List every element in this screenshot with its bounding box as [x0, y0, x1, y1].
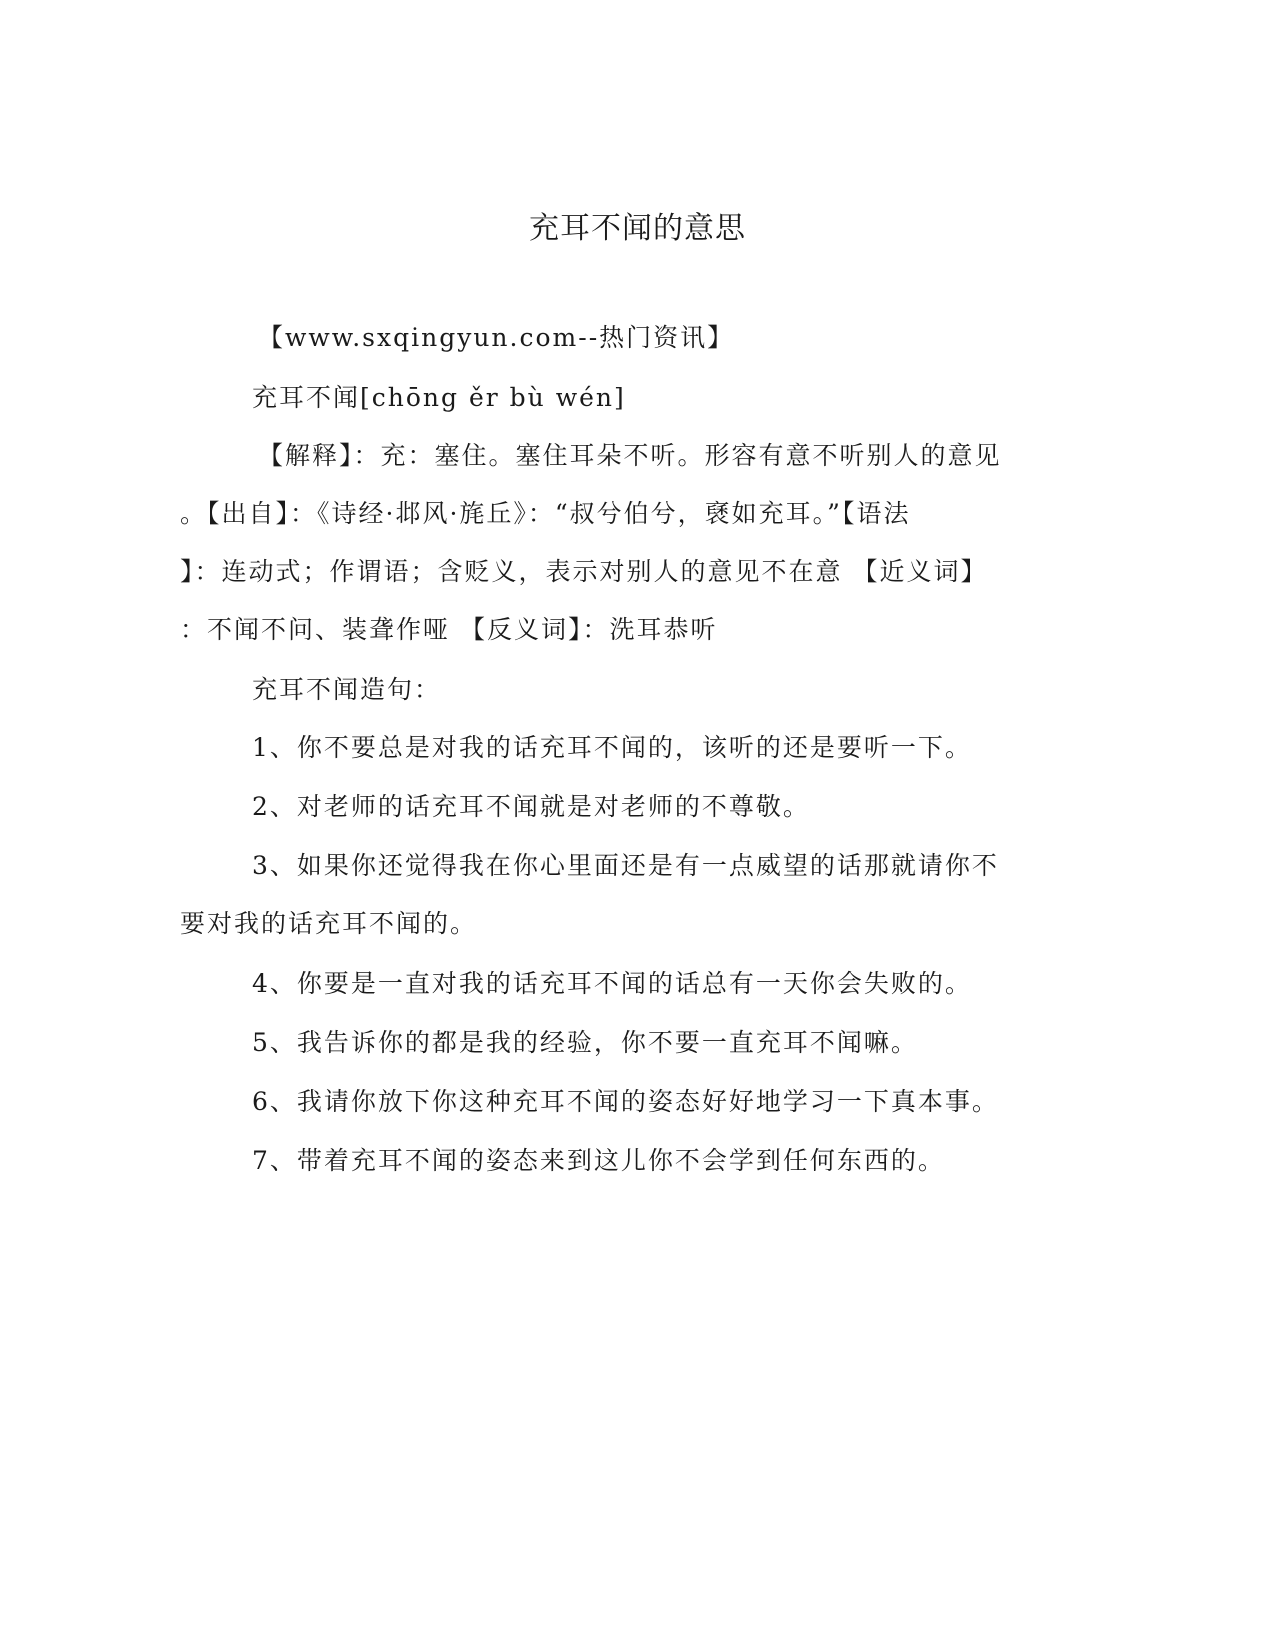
- pinyin-line: 充耳不闻[chōng ěr bù wén]: [252, 383, 626, 412]
- example-line: 4、你要是一直对我的话充耳不闻的话总有一天你会失败的。: [252, 969, 972, 998]
- example-line: 3、如果你还觉得我在你心里面还是有一点威望的话那就请你不: [252, 851, 999, 880]
- example-line: 6、我请你放下你这种充耳不闻的姿态好好地学习一下真本事。: [252, 1087, 999, 1116]
- example-line: 要对我的话充耳不闻的。: [180, 909, 478, 938]
- document-title: 充耳不闻的意思: [529, 211, 746, 246]
- definition-line: 【解释】：充：塞住。塞住耳朵不听。形容有意不听别人的意见: [258, 441, 1002, 470]
- definition-line: 。【出自】：《诗经·邶风·旄丘》：“叔兮伯兮，褎如充耳。”【语法: [180, 499, 911, 528]
- example-line: 7、带着充耳不闻的姿态来到这儿你不会学到任何东西的。: [252, 1146, 945, 1175]
- source-line: 【www.sxqingyun.com--热门资讯】: [258, 323, 735, 352]
- definition-line: 】：连动式；作谓语；含贬义，表示对别人的意见不在意 【近义词】: [180, 557, 988, 586]
- definition-line: ：不闻不问、装聋作哑 【反义词】：洗耳恭听: [180, 615, 718, 644]
- example-line: 5、我告诉你的都是我的经验，你不要一直充耳不闻嘛。: [252, 1028, 918, 1057]
- example-line: 1、你不要总是对我的话充耳不闻的，该听的还是要听一下。: [252, 733, 972, 762]
- example-line: 2、对老师的话充耳不闻就是对老师的不尊敬。: [252, 792, 810, 821]
- examples-heading: 充耳不闻造句：: [252, 675, 442, 704]
